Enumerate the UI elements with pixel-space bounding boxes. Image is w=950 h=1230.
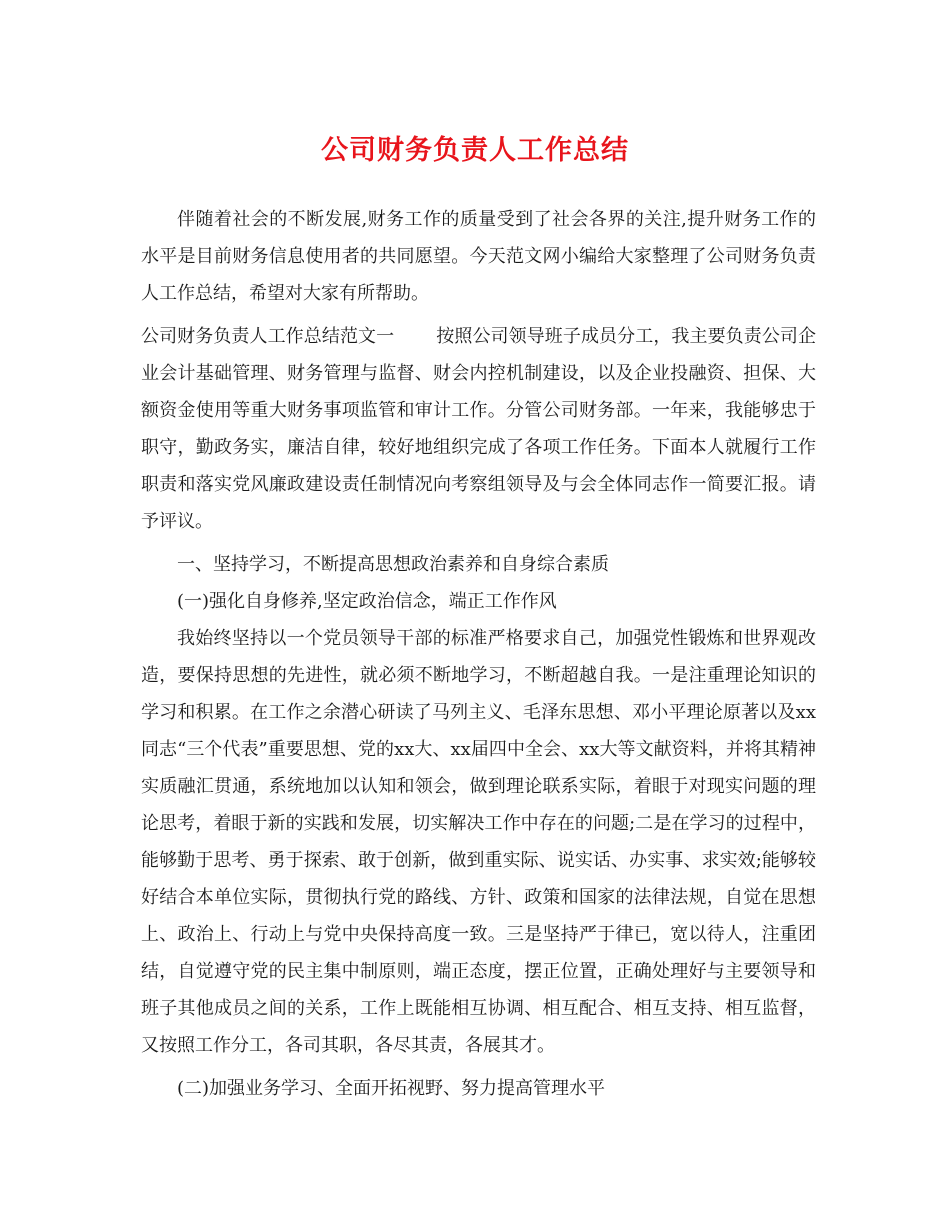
sample-paragraph [141, 318, 816, 540]
section-heading-1: 一、坚持学习，不断提高思想政治素养和自身综合素质 [177, 554, 609, 575]
subsection-heading-2: (二)加强业务学习、全面开拓视野、努力提高管理水平 [177, 1078, 606, 1099]
sample-heading: 公司财务负责人工作总结范文一 [141, 326, 395, 347]
document-title: 公司财务负责人工作总结 [321, 135, 629, 166]
document-body [141, 201, 816, 1107]
intro-paragraph: 伴随着社会的不断发展,财务工作的质量受到了社会各界的关注,提升财务工作的水平是目前财务信息使用者的共同愿望。今天范文网小编给大家整理了公司财务负责人工作总结，希望对大家有所帮助。 [141, 209, 816, 304]
body-paragraph-1: 我始终坚持以一个党员领导干部的标准严格要求自己，加强党性锻炼和世界观改造，要保持思想的先进性，就必须不断地学习，不断超越自我。一是注重理论知识的学习和积累。在工作之余潜心研读了马列主义、毛泽东思想、邓小平理论原著以及xx同志“三个代表”重要思想、党的xx大、xx届四中全会、xx大等文献资料，并将其精神实质融汇贯通，系统地加以认知和领会，做到理论联系实际，着眼于对现实问题的理论思考，着眼于新的实践和发展，切实解决工作中存在的问题;二是在学习的过程中，能够勤于思考、勇于探索、敢于创新，做到重实际、说实话、办实事、求实效;能够较好结合本单位实际，贯彻执行党的路线、方针、政策和国家的法律法规，自觉在思想上、政治上、行动上与党中央保持高度一致。三是坚持严于律已，宽以待人，注重团结，自觉遵守党的民主集中制原则，端正态度，摆正位置，正确处理好与主要领导和班子其他成员之间的关系，工作上既能相互协调、相互配合、相互支持、相互监督，又按照工作分工，各司其职，各尽其责，各展其才。 [141, 628, 816, 1056]
sample-body: 按照公司领导班子成员分工，我主要负责公司企业会计基础管理、财务管理与监督、财会内控机制建设，以及企业投融资、担保、大额资金使用等重大财务事项监管和审计工作。分管公司财务部。一年来，我能够忠于职守，勤政务实，廉洁自律，较好地组织完成了各项工作任务。下面本人就履行工作职责和落实党风廉政建设责任制情况向考察组领导及与会全体同志作一简要汇报。请予评议。 [141, 326, 817, 532]
subsection-heading-1: (一)强化自身修养,坚定政治信念，端正工作作风 [177, 591, 557, 612]
